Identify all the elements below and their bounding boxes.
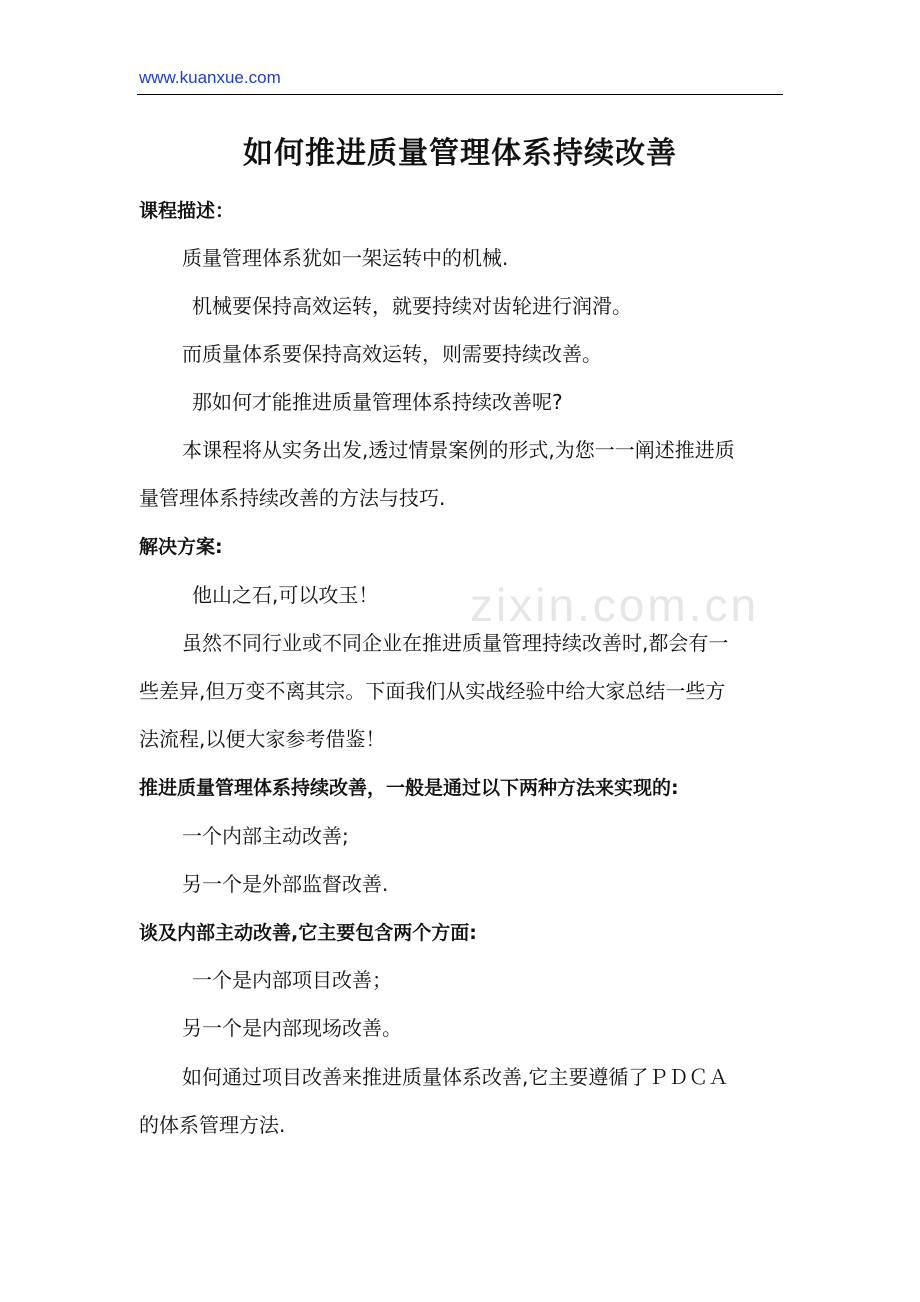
document-title: 如何推进质量管理体系持续改善 bbox=[243, 136, 677, 171]
paragraph-line: 量管理体系持续改善的方法与技巧. bbox=[139, 486, 446, 510]
paragraph-line: 如何通过项目改善来推进质量体系改善,它主要遵循了ＰＤＣＡ bbox=[182, 1065, 729, 1089]
section-heading-two-methods: 推进质量管理体系持续改善，一般是通过以下两种方法来实现的: bbox=[139, 777, 679, 799]
site-url-link[interactable]: www.kuanxue.com bbox=[139, 68, 281, 87]
paragraph-line: 虽然不同行业或不同企业在推进质量管理持续改善时,都会有一 bbox=[182, 631, 729, 655]
paragraph-line: 些差异,但万变不离其宗。下面我们从实战经验中给大家总结一些方 bbox=[139, 679, 726, 703]
paragraph-line: 另一个是外部监督改善. bbox=[182, 872, 389, 896]
paragraph-line: 机械要保持高效运转，就要持续对齿轮进行润滑。 bbox=[192, 294, 632, 318]
section-heading-solution: 解决方案: bbox=[139, 536, 223, 558]
paragraph-line: 法流程,以便大家参考借鉴！ bbox=[139, 727, 386, 751]
section-heading-internal-improvement: 谈及内部主动改善,它主要包含两个方面: bbox=[139, 922, 477, 944]
paragraph-line: 一个内部主动改善; bbox=[182, 824, 349, 848]
paragraph-line: 那如何才能推进质量管理体系持续改善呢? bbox=[192, 390, 563, 414]
watermark: zixin.com.cn bbox=[470, 579, 760, 631]
paragraph-line: 他山之石,可以攻玉！ bbox=[192, 583, 379, 607]
paragraph-line: 一个是内部项目改善； bbox=[192, 968, 392, 992]
paragraph-line: 质量管理体系犹如一架运转中的机械. bbox=[182, 246, 509, 270]
paragraph-line: 而质量体系要保持高效运转，则需要持续改善。 bbox=[182, 342, 602, 366]
section-heading-course-description: 课程描述： bbox=[139, 200, 235, 222]
paragraph-line: 另一个是内部现场改善。 bbox=[182, 1016, 402, 1040]
paragraph-line: 本课程将从实务出发,透过情景案例的形式,为您一一阐述推进质 bbox=[182, 438, 735, 462]
header-divider bbox=[137, 94, 783, 95]
paragraph-line: 的体系管理方法. bbox=[139, 1113, 286, 1137]
